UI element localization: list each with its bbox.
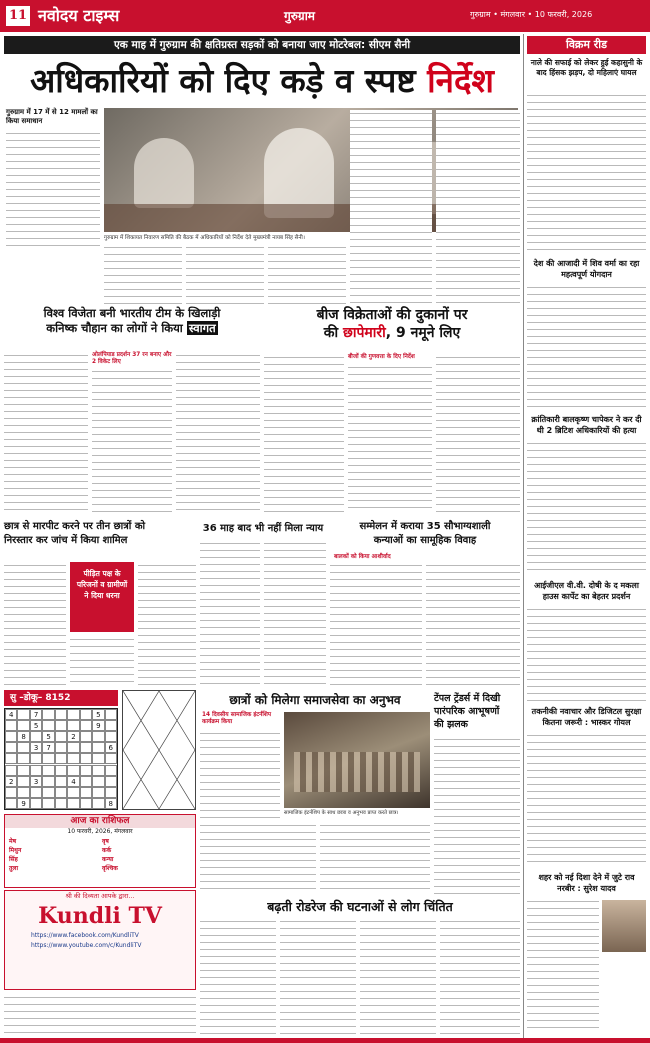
- sudoku-cell[interactable]: 7: [30, 709, 42, 720]
- sudoku-cell[interactable]: [92, 753, 104, 764]
- beej-headline-line2: की: [323, 325, 339, 341]
- sudoku-cell[interactable]: [67, 787, 79, 798]
- vivah-headline-line2: कन्याओं का सामूहिक विवाह: [373, 535, 477, 546]
- sudoku-cell[interactable]: [5, 787, 17, 798]
- beej-body-col1: [264, 354, 344, 514]
- right-story2-body: [527, 284, 646, 410]
- paper-name: नवोदय टाइम्स: [38, 6, 120, 25]
- temple-headline-line1: टेंपल ट्रेंडर्स में दिखी: [434, 693, 501, 704]
- sudoku-cell[interactable]: 3: [30, 776, 42, 787]
- shahar-portrait: [602, 900, 646, 952]
- chess-body-col3: [176, 352, 260, 514]
- sudoku-cell[interactable]: [42, 753, 54, 764]
- sudoku-cell[interactable]: [105, 753, 117, 764]
- right-story2-head: [527, 258, 646, 280]
- sudoku-cell[interactable]: [5, 798, 17, 809]
- jaj-headline: 36 माह बाद भी नहीं मिला न्याय: [202, 523, 324, 534]
- right-story4-head: [527, 580, 646, 602]
- sudoku-grid[interactable]: [4, 708, 118, 810]
- sudoku-cell[interactable]: [67, 720, 79, 731]
- beej-body-col2: [348, 364, 432, 514]
- sudoku-cell[interactable]: 9: [17, 798, 29, 809]
- sudoku-cell[interactable]: 5: [30, 720, 42, 731]
- sudoku-cell[interactable]: [5, 720, 17, 731]
- road-body-col3: [360, 918, 436, 1034]
- temple-body: [434, 736, 520, 894]
- ad-link-youtube[interactable]: https://www.youtube.com/c/KundliTV: [31, 942, 142, 949]
- rashi-sign: वृश्चिक: [102, 865, 118, 872]
- sudoku-cell[interactable]: [55, 798, 67, 809]
- right-story4-head-line1: आईजीएल वी.वी. दोषी के द मकला: [534, 581, 639, 590]
- sudoku-cell[interactable]: [92, 787, 104, 798]
- sudoku-cell[interactable]: [55, 731, 67, 742]
- road-headline: बढ़ती रोडरेज की घटनाओं से लोग चिंतित: [267, 899, 453, 914]
- sudoku-cell[interactable]: [55, 742, 67, 753]
- chess-body-col2: [92, 368, 172, 514]
- tech-headline-line2: कितना जरूरी : भास्कर गोयल: [542, 718, 631, 727]
- sudoku-title: सु –डोकू– 8152: [4, 690, 118, 706]
- sudoku-cell[interactable]: 8: [17, 731, 29, 742]
- chess-headline-line1: विश्व विजेता बनी भारतीय टीम के खिलाड़ी: [43, 306, 221, 320]
- seva-photo-caption: सामाजिक इंटर्नशिप के साथ छात्रा व अनुभव प्राप्त करते छात्र।: [284, 810, 399, 816]
- lead-side-text: [6, 130, 100, 250]
- rashi-sign: मिथुन: [9, 847, 22, 854]
- sudoku-cell[interactable]: [92, 776, 104, 787]
- right-story1-body: [527, 92, 646, 254]
- sudoku-cell[interactable]: [105, 731, 117, 742]
- beej-body-col3: [436, 354, 520, 514]
- sudoku-cell[interactable]: [92, 798, 104, 809]
- tech-headline-line1: तकनीकी नवाचार और डिजिटल सुरक्षा: [531, 707, 642, 716]
- beej-headline-tail: , 9 नमूने लिए: [385, 325, 461, 341]
- rashi-sign: सिंह: [9, 856, 18, 863]
- right-story2-head-line1: देश की आजादी में शिव वर्मा का रहा: [533, 259, 640, 268]
- rashifal-list: [5, 836, 195, 875]
- tech-body: [527, 732, 646, 868]
- chess-headline-line2: कनिष्क चौहान का लोगों ने किया: [46, 321, 183, 335]
- sudoku-cell[interactable]: [5, 742, 17, 753]
- sudoku-cell[interactable]: [55, 709, 67, 720]
- beej-headline-highlight: छापेमारी: [343, 325, 386, 341]
- sudoku-cell[interactable]: 6: [105, 742, 117, 753]
- sudoku-cell[interactable]: 5: [42, 731, 54, 742]
- sudoku-cell[interactable]: [30, 798, 42, 809]
- vivah-subhead: बालकों को किया आशीर्वाद: [334, 554, 391, 560]
- lead-headline-highlight: निर्देश: [427, 61, 494, 100]
- right-story4-head-line2: हाउस कार्पेट का बेहतर प्रदर्शन: [542, 592, 631, 601]
- students-callout: पीड़ित पक्ष के परिजनों व ग्रामीणों ने दिया धरना: [70, 562, 134, 632]
- rashifal-title: आज का राशिफल: [5, 815, 195, 828]
- sudoku-cell[interactable]: 8: [105, 798, 117, 809]
- sudoku-cell[interactable]: [55, 753, 67, 764]
- seva-subhead: 14 दिवसीय सामाजिक इंटर्नशिप कार्यक्रम किया: [202, 712, 272, 725]
- sudoku-cell[interactable]: [17, 742, 29, 753]
- rashi-sign: कर्क: [102, 847, 112, 854]
- sudoku-cell[interactable]: [80, 798, 92, 809]
- shahar-headline-line2: नरबीर : सुरेश यादव: [557, 884, 616, 893]
- sudoku-cell[interactable]: [17, 765, 29, 776]
- seva-body-col2: [200, 822, 316, 894]
- section-name: गुरुग्राम: [284, 9, 315, 23]
- right-col-title: विक्रम रीड: [527, 36, 646, 54]
- right-story4-body: [527, 606, 646, 702]
- rashi-sign: वृष: [102, 838, 109, 845]
- temple-headline-line2: पारंपरिक आभूषणों: [434, 706, 500, 717]
- sudoku-cell[interactable]: [80, 787, 92, 798]
- road-body-col4: [440, 918, 520, 1034]
- sudoku-cell[interactable]: [17, 709, 29, 720]
- sudoku-cell[interactable]: 2: [67, 731, 79, 742]
- footer-bar: [0, 1038, 650, 1043]
- chess-body-col1: [4, 352, 88, 514]
- lead-body-col1: [104, 244, 182, 304]
- right-col-divider: [523, 34, 524, 1038]
- sudoku-cell[interactable]: [17, 720, 29, 731]
- sudoku-cell[interactable]: [55, 787, 67, 798]
- ad-link-facebook[interactable]: https://www.facebook.com/KundliTV: [31, 932, 139, 939]
- chess-headline-highlight: स्वागत: [188, 321, 216, 335]
- sudoku-cell[interactable]: [17, 787, 29, 798]
- sudoku-cell[interactable]: [5, 753, 17, 764]
- sudoku-cell[interactable]: [80, 765, 92, 776]
- sudoku-cell[interactable]: [80, 776, 92, 787]
- beej-headline: [264, 306, 520, 350]
- students-headline: [4, 520, 196, 558]
- right-story2-head-line2: महत्वपूर्ण योगदान: [561, 270, 612, 279]
- ad-brand: Kundli TV: [38, 903, 162, 929]
- edition-date: गुरुग्राम • मंगलवार • 10 फरवरी, 2026: [470, 10, 593, 19]
- sudoku-cell[interactable]: [55, 720, 67, 731]
- rashi-sign: कन्या: [102, 856, 114, 863]
- sudoku-cell[interactable]: 3: [30, 742, 42, 753]
- students-body-col2: [70, 636, 134, 686]
- lead-photo-caption: गुरुग्राम में शिकायत निवारण समिति की बैठक में अधिकारियों को निर्देश देते मुख्यमंत्री नायब सिंह सैनी।: [104, 235, 305, 241]
- shahar-headline-line1: शहर को नई दिशा देने में जुटे राव: [538, 873, 635, 882]
- sudoku-cell[interactable]: [80, 709, 92, 720]
- seva-body-col3: [320, 822, 430, 894]
- temple-headline-line3: की झलक: [434, 719, 468, 730]
- lead-body-col2: [186, 244, 264, 304]
- sudoku-cell[interactable]: [105, 787, 117, 798]
- sudoku-cell[interactable]: [17, 776, 29, 787]
- sudoku-cell[interactable]: [42, 709, 54, 720]
- rashi-sign: तुला: [9, 865, 19, 872]
- sudoku-cell[interactable]: 4: [5, 709, 17, 720]
- rashifal-box: [4, 814, 196, 888]
- sudoku-cell[interactable]: [80, 742, 92, 753]
- sudoku-cell[interactable]: [105, 709, 117, 720]
- sudoku-cell[interactable]: [55, 776, 67, 787]
- sudoku-cell[interactable]: [30, 787, 42, 798]
- sudoku-cell[interactable]: [67, 798, 79, 809]
- sudoku-cell[interactable]: [30, 731, 42, 742]
- right-story3-head-line1: क्रांतिकारी बालकृष्ण चापेकर ने कर दी: [531, 415, 642, 424]
- sudoku-cell[interactable]: 9: [92, 720, 104, 731]
- sudoku-cell[interactable]: 4: [67, 776, 79, 787]
- sudoku-cell[interactable]: [30, 753, 42, 764]
- sudoku-cell[interactable]: [105, 776, 117, 787]
- beej-subhead: बीजों की गुणवत्ता के दिए निर्देश: [348, 354, 415, 360]
- sudoku-cell[interactable]: [92, 731, 104, 742]
- lead-body-col4: [350, 110, 432, 304]
- sudoku-cell[interactable]: [80, 731, 92, 742]
- sudoku-cell[interactable]: [92, 765, 104, 776]
- page-number: 11: [6, 6, 30, 26]
- kundli-ad: [4, 890, 196, 990]
- sudoku-cell[interactable]: [30, 765, 42, 776]
- students-body-col3: [138, 562, 196, 686]
- road-body-col2: [280, 918, 356, 1034]
- sudoku-cell[interactable]: [67, 709, 79, 720]
- lead-kicker: एक माह में गुरुग्राम की क्षतिग्रस्त सड़कों को बनाया जाए मोटरेबल: सीएम सैनी: [4, 36, 520, 54]
- right-story3-head-line2: थी 2 ब्रिटिश अधिकारियों की हत्या: [536, 426, 637, 435]
- shahar-headline: [527, 872, 646, 894]
- sudoku-cell[interactable]: 7: [42, 742, 54, 753]
- seva-photo: [284, 712, 430, 808]
- jaj-body-col1: [200, 540, 260, 686]
- jaj-body-col2: [264, 540, 326, 686]
- lead-body-col5: [436, 110, 520, 304]
- students-body-col1: [4, 562, 66, 686]
- road-body-col1: [200, 918, 276, 1034]
- sudoku-cell[interactable]: [55, 765, 67, 776]
- right-story1-head: नाले की सफाई को लेकर हुई कहासुनी के बाद हिंसक झड़प, दो महिलाएं घायल: [530, 58, 643, 77]
- beej-headline-line1: बीज विक्रेताओं की दुकानों पर: [316, 307, 468, 323]
- kundli-chart: [122, 690, 196, 810]
- sudoku-cell[interactable]: 5: [92, 709, 104, 720]
- lead-side-head: गुरुग्राम में 17 में से 12 मामलों का किया समाधान: [6, 108, 98, 125]
- sudoku-cell[interactable]: [42, 798, 54, 809]
- students-headline-line1: छात्र से मारपीट करने पर तीन छात्रों को: [4, 521, 146, 532]
- ad-tagline: श्री की दिव्यता आपके द्वारा...: [65, 892, 135, 900]
- right-story3-body: [527, 440, 646, 576]
- seva-headline: छात्रों को मिलेगा समाजसेवा का अनुभव: [229, 693, 401, 707]
- sudoku-cell[interactable]: [67, 753, 79, 764]
- vivah-headline-line1: सम्मेलन में कराया 35 सौभाग्यशाली: [359, 521, 491, 532]
- shahar-body: [527, 898, 599, 1034]
- kundli-diagram: [123, 691, 195, 809]
- left-bottom-text: [4, 994, 196, 1034]
- temple-headline: [434, 692, 520, 731]
- lead-headline: [4, 58, 520, 104]
- sudoku-cell[interactable]: [92, 742, 104, 753]
- right-story3-head: [527, 414, 646, 436]
- chess-subhead: ओलंपियाड प्रदर्शन 37 रन बनाए और 2 विकेट लिए: [92, 352, 172, 365]
- sudoku-cell[interactable]: [42, 787, 54, 798]
- seva-body-col1: [200, 730, 280, 820]
- rashi-sign: मेष: [9, 838, 17, 845]
- lead-body-col3: [268, 244, 346, 304]
- sudoku-cell[interactable]: [42, 765, 54, 776]
- sudoku-cell[interactable]: [105, 720, 117, 731]
- sudoku-cell[interactable]: [67, 765, 79, 776]
- sudoku-cell[interactable]: [80, 720, 92, 731]
- lead-headline-main: अधिकारियों को दिए कड़े व स्पष्ट: [30, 61, 416, 100]
- tech-headline: [527, 706, 646, 728]
- sudoku-cell[interactable]: [105, 765, 117, 776]
- vivah-body-col1: [330, 562, 422, 686]
- sudoku-cell[interactable]: [42, 776, 54, 787]
- vivah-headline: [330, 520, 520, 548]
- sudoku-cell[interactable]: [17, 753, 29, 764]
- sudoku-cell[interactable]: [42, 720, 54, 731]
- rashifal-date: 10 फरवरी, 2026, मंगलवार: [67, 828, 133, 835]
- vivah-body-col2: [426, 562, 520, 686]
- students-headline-line2: निरस्तार कर जांच में किया शामिल: [4, 535, 128, 546]
- sudoku-cell[interactable]: [80, 753, 92, 764]
- sudoku-cell[interactable]: [5, 765, 17, 776]
- sudoku-cell[interactable]: [5, 731, 17, 742]
- sudoku-cell[interactable]: 2: [5, 776, 17, 787]
- chess-headline: [4, 306, 260, 350]
- sudoku-cell[interactable]: [67, 742, 79, 753]
